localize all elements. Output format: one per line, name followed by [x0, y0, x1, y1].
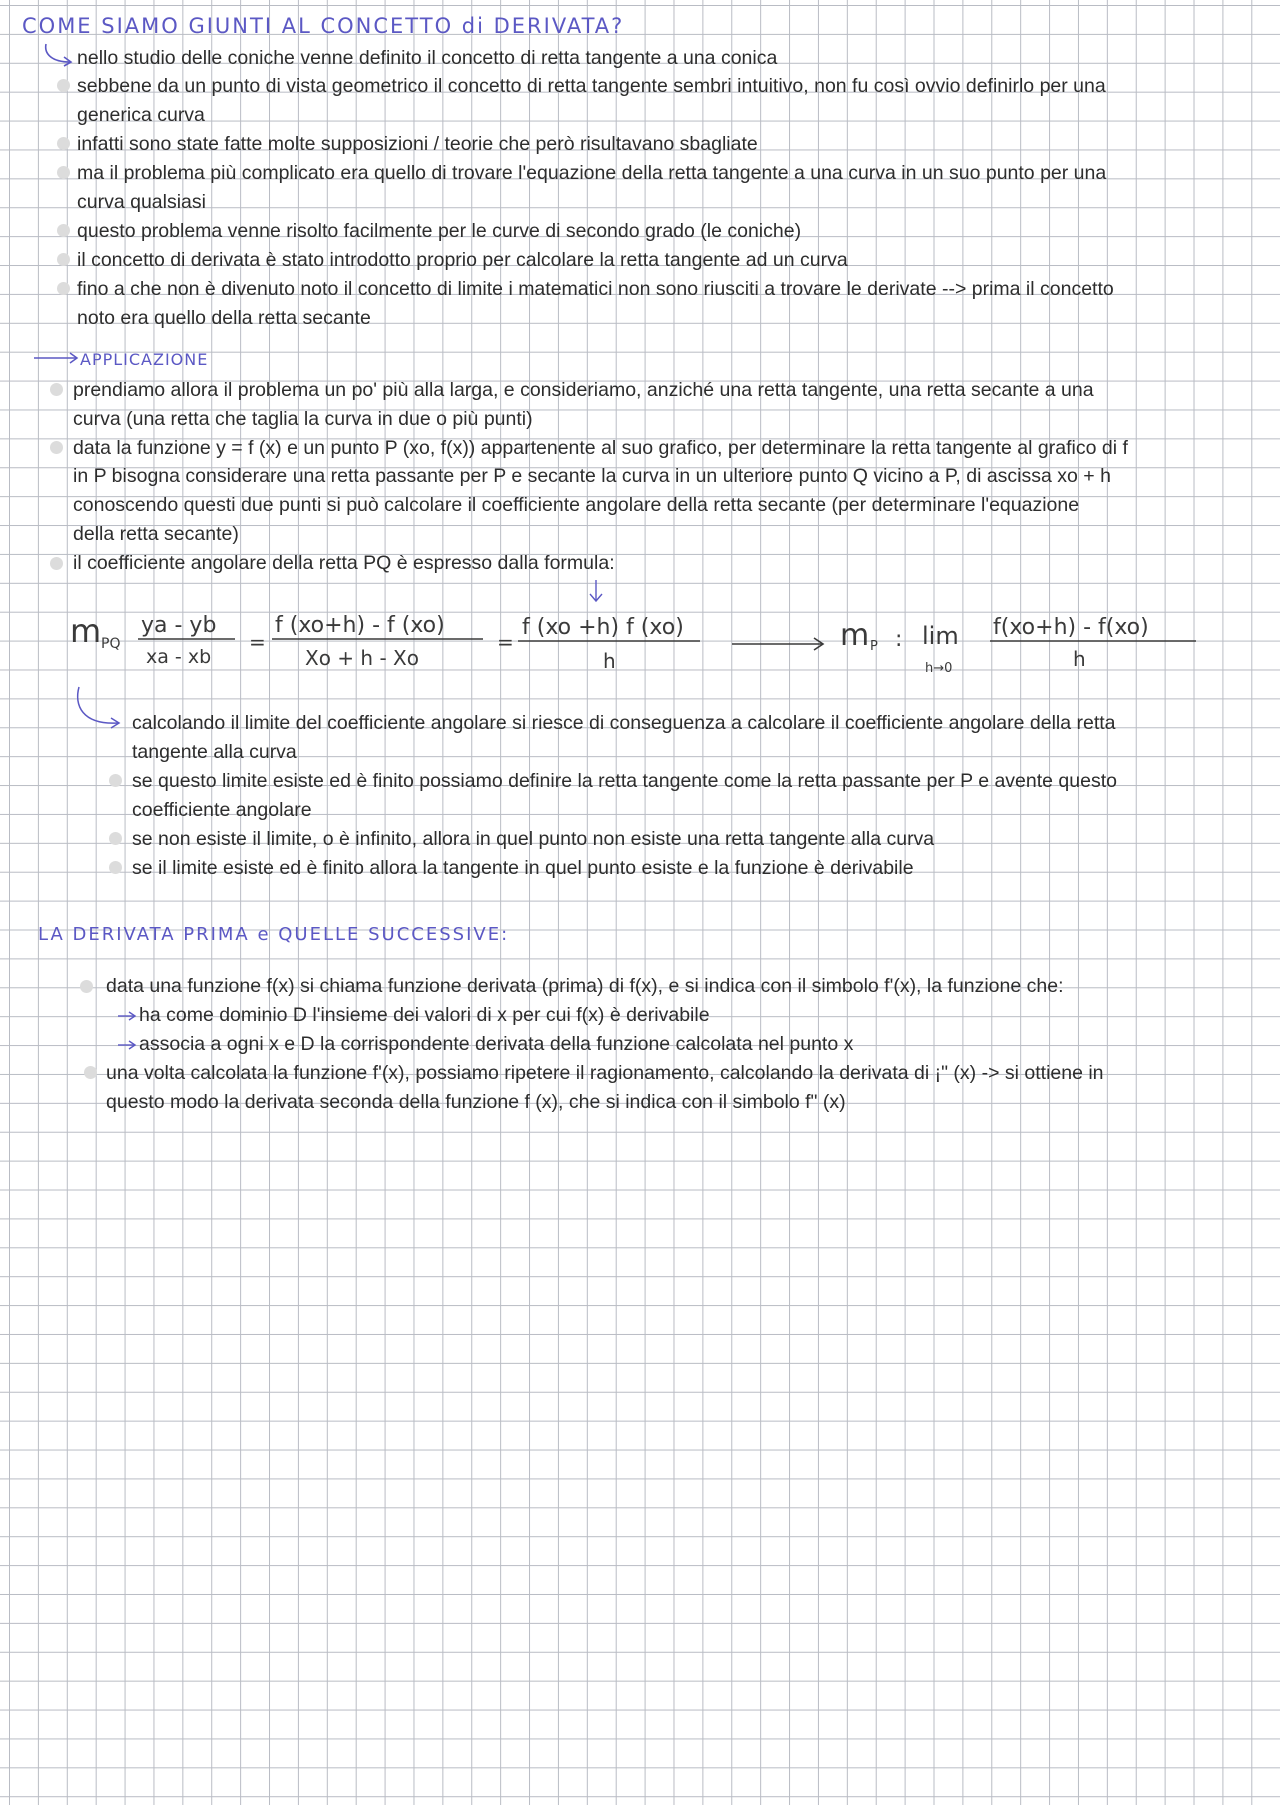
formula-m: m — [70, 612, 102, 650]
bullet-dot — [57, 137, 70, 150]
colon-sign: : — [895, 627, 903, 652]
text-line: data una funzione f(x) si chiama funzione derivata (prima) di f(x), e si indica con il simbolo f'(x), la funzione che: — [106, 975, 1064, 997]
text-line: noto era quello della retta secante — [77, 307, 371, 329]
bullet-dot — [57, 166, 70, 179]
text-line: infatti sono state fatte molte supposizioni / teorie che però risultavano sbagliate — [77, 133, 758, 155]
text-line: data la funzione y = f (x) e un punto P (xo, f(x)) appartenente al suo grafico, per determinare la retta tangente al grafico di f — [73, 437, 1128, 459]
fraction2-numerator: f (xo+h) - f (xo) — [275, 613, 445, 638]
equals-sign: = — [249, 630, 266, 654]
bullet-dot — [109, 861, 122, 874]
text-line: sebbene da un punto di vista geometrico il concetto di retta tangente sembri intuitivo, non fu così ovvio definirlo per una — [77, 75, 1106, 97]
fraction4-numerator: f(xo+h) - f(xo) — [993, 615, 1149, 640]
small-arrow-icon — [116, 1039, 138, 1051]
bullet-dot — [109, 774, 122, 787]
secant-slope-formula — [0, 600, 1280, 690]
text-line: ha come dominio D l'insieme dei valori di x per cui f(x) è derivabile — [139, 1004, 710, 1026]
fraction3-numerator: f (xo +h) f (xo) — [522, 615, 684, 640]
text-line: curva qualsiasi — [77, 191, 206, 213]
long-right-arrow-icon — [732, 638, 823, 650]
right-arrow-icon — [32, 352, 80, 364]
text-line: curva (una retta che taglia la curva in due o più punti) — [73, 408, 533, 430]
text-line: in P bisogna considerare una retta passante per P e secante la curva in un ulteriore punto Q vicino a P, di ascissa xo + h — [73, 465, 1111, 487]
text-line: fino a che non è divenuto noto il concetto di limite i matematici non sono riusciti a trovare le derivate --> prima il concetto — [77, 278, 1114, 300]
section-heading-applicazione: APPLICAZIONE — [80, 350, 209, 369]
bullet-dot — [80, 980, 93, 993]
text-line: calcolando il limite del coefficiente angolare si riesce di conseguenza a calcolare il coefficiente angolare della retta — [132, 712, 1116, 734]
text-line: della retta secante) — [73, 523, 239, 545]
text-line: associa a ogni x e D la corrispondente derivata della funzione calcolata nel punto x — [139, 1033, 854, 1055]
text-line: il concetto di derivata è stato introdotto proprio per calcolare la retta tangente ad un curva — [77, 249, 848, 271]
formula-m-subscript: PQ — [101, 636, 121, 652]
equals-sign: = — [497, 630, 514, 654]
bullet-dot — [109, 832, 122, 845]
section-heading-derivata-prima: LA DERIVATA PRIMA e QUELLE SUCCESSIVE: — [38, 924, 510, 945]
text-line: tangente alla curva — [132, 741, 297, 763]
bullet-dot — [57, 224, 70, 237]
text-line: se non esiste il limite, o è infinito, allora in quel punto non esiste una retta tangente alla curva — [132, 828, 935, 850]
text-line: il coefficiente angolare della retta PQ è espresso dalla formula: — [73, 552, 615, 574]
limit-subscript: h→0 — [925, 661, 953, 676]
bullet-dot — [57, 253, 70, 266]
text-line: questo modo la derivata seconda della funzione f (x), che si indica con il simbolo f" (x) — [106, 1091, 846, 1113]
small-arrow-icon — [116, 1010, 138, 1022]
fraction3-denominator: h — [603, 649, 616, 673]
bullet-dot — [50, 441, 63, 454]
fraction4-denominator: h — [1073, 647, 1086, 671]
bullet-dot — [57, 282, 70, 295]
fraction1-numerator: ya - yb — [141, 613, 217, 638]
formula-mp: m — [840, 618, 870, 653]
hooked-arrow-icon — [74, 685, 124, 731]
text-line: ma il problema più complicato era quello di trovare l'equazione della retta tangente a una curva in un suo punto per una — [77, 162, 1107, 184]
limit-label: lim — [922, 622, 959, 650]
text-line: nello studio delle coniche venne definito il concetto di retta tangente a una conica — [77, 47, 778, 69]
bullet-dot — [50, 383, 63, 396]
curved-arrow-icon — [42, 42, 76, 68]
formula-mp-subscript: P — [870, 639, 878, 654]
fraction1-denominator: xa - xb — [146, 646, 212, 668]
text-line: coefficiente angolare — [132, 799, 312, 821]
bullet-dot — [50, 557, 63, 570]
text-line: se questo limite esiste ed è finito possiamo definire la retta tangente come la retta passante per P e avente questo — [132, 770, 1117, 792]
text-line: prendiamo allora il problema un po' più alla larga, e consideriamo, anziché una retta tangente, una retta secante a una — [73, 379, 1094, 401]
text-line: una volta calcolata la funzione f'(x), possiamo ripetere il ragionamento, calcolando la derivata di ¡" (x) -> si ottiene in — [106, 1062, 1104, 1084]
bullet-dot — [57, 79, 70, 92]
fraction2-denominator: Xo + h - Xo — [305, 646, 419, 670]
text-line: questo problema venne risolto facilmente per le curve di secondo grado (le coniche) — [77, 220, 802, 242]
text-line: generica curva — [77, 104, 205, 126]
text-line: conoscendo questi due punti si può calcolare il coefficiente angolare della retta secante (per determinare l'equazione — [73, 494, 1080, 516]
text-line: se il limite esiste ed è finito allora la tangente in quel punto esiste e la funzione è derivabile — [132, 857, 914, 879]
section-heading-come-siamo-giunti: COME SIAMO GIUNTI AL CONCETTO di DERIVATA? — [22, 14, 625, 38]
bullet-dot — [84, 1066, 97, 1079]
